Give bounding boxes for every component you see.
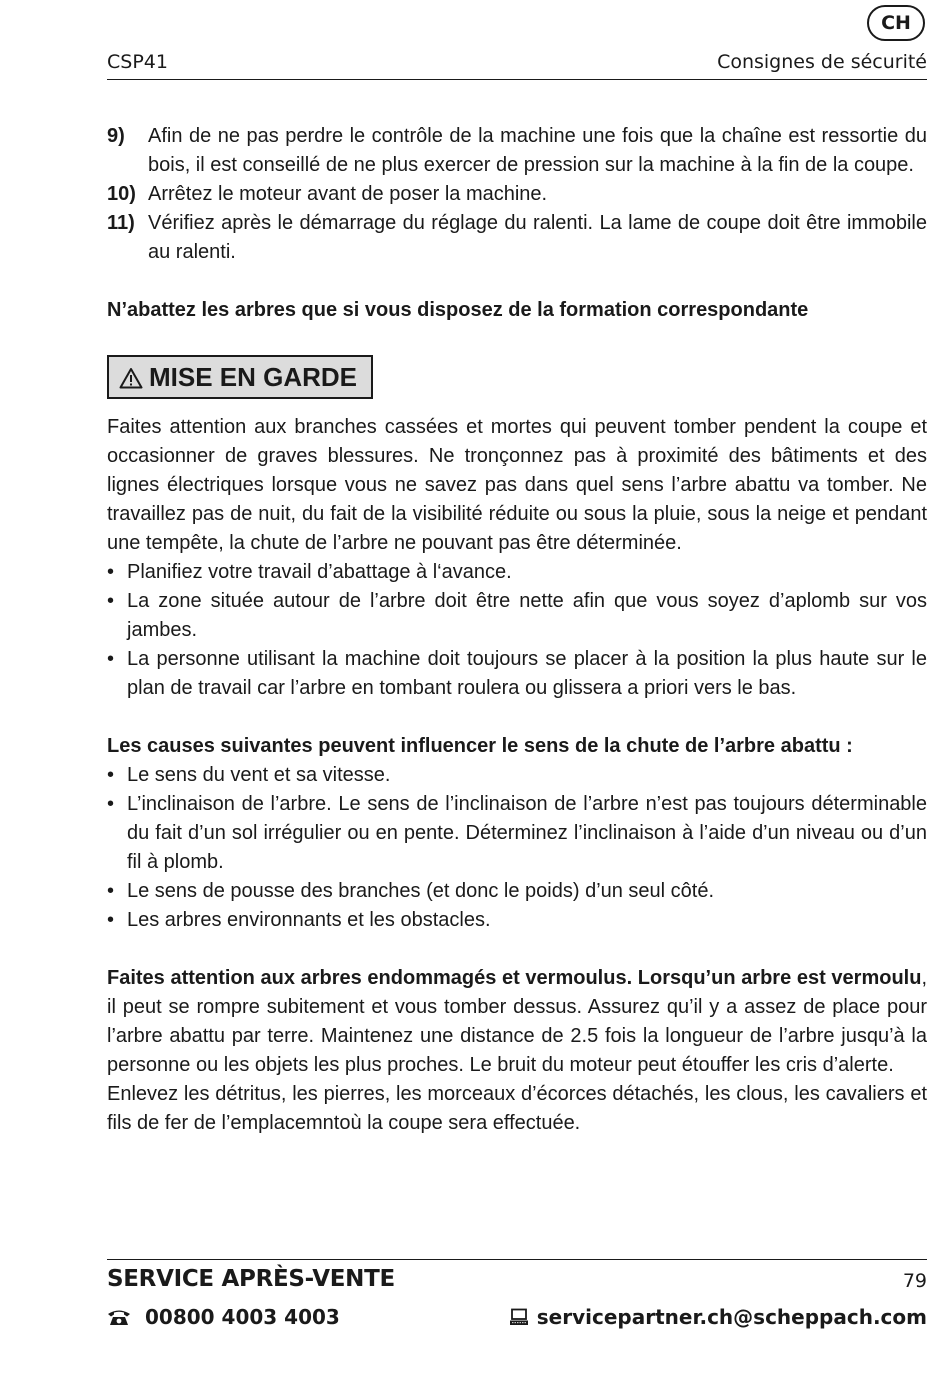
country-badge: CH <box>867 5 925 41</box>
list-item <box>107 645 927 703</box>
section-heading: N’abattez les arbres que si vous disposez de la formation correspondante <box>107 299 809 321</box>
list-item <box>107 761 927 790</box>
bold-lead-text: Faites attention aux arbres endommagés et vermoulus. Lorsqu’un arbre est vermoulu <box>107 967 922 989</box>
warning-label: MISE EN GARDE <box>149 362 358 392</box>
debris-paragraph: Enlevez les détritus, les pierres, les morceaux d’écorces détachés, les clous, les cavaliers et fils de fer de l’emplacemntoù la coupe sera effectuée. <box>107 1083 927 1134</box>
page-number: 79 <box>902 1270 927 1292</box>
footer-title: SERVICE APRÈS-VENTE <box>107 1266 395 1292</box>
numbered-item <box>107 122 927 180</box>
item-number: 10) <box>107 183 136 205</box>
bullet-dot: • <box>107 764 115 786</box>
list-item-text: Planifiez votre travail d’abattage à l‘avance. <box>127 561 512 583</box>
numbered-item <box>107 180 927 209</box>
section-heading: Les causes suivantes peuvent influencer le sens de la chute de l’arbre abattu : <box>107 735 853 757</box>
footer-email <box>509 1305 927 1329</box>
bullet-dot: • <box>107 648 115 670</box>
computer-icon <box>509 1308 529 1326</box>
item-text: Afin de ne pas perdre le contrôle de la machine une fois que la chaîne est ressortie du bois, il est conseillé de ne plus exercer de pression sur la machine à la fin de la coupe. <box>148 125 927 176</box>
damaged-trees-paragraph <box>107 964 927 1080</box>
phone-number: 00800 4003 4003 <box>145 1305 340 1329</box>
list-item <box>107 906 927 935</box>
list-item-text: Le sens de pousse des branches (et donc le poids) d’un seul côté. <box>127 880 715 902</box>
footer-divider <box>107 1259 927 1260</box>
item-number: 11) <box>107 212 135 234</box>
item-number: 9) <box>107 125 125 147</box>
list-item <box>107 790 927 877</box>
list-item-text: Le sens du vent et sa vitesse. <box>127 764 391 786</box>
bullet-dot: • <box>107 590 115 612</box>
list-item <box>107 558 927 587</box>
warning-triangle-icon <box>119 367 143 389</box>
header-section-title: Consignes de sécurité <box>717 51 927 73</box>
paragraph-text: , il peut se rompre subitement et vous tomber dessus. Assurez qu’il y a assez de place pour l’arbre abattu par terre. Maintenez une distance de 2.5 fois la longueur de l’arbre jusqu’à la personne ou les objets les plus proches. Le bruit du moteur peut étouffer les cris d’alerte. <box>107 967 927 1076</box>
numbered-item <box>107 209 927 267</box>
list-item-text: La personne utilisant la machine doit toujours se placer à la position la plus haute sur le plan de travail car l’arbre en tombant roulera ou glissera a priori vers le bas. <box>127 648 927 699</box>
bullet-dot: • <box>107 793 115 815</box>
list-item-text: Les arbres environnants et les obstacles. <box>127 909 491 931</box>
warning-paragraph: Faites attention aux branches cassées et mortes qui peuvent tomber pendent la coupe et occasionner de graves blessures. Ne tronçonnez pas à proximité des bâtiments et des lignes électriques lorsque vous ne savez pas dans quel sens l’arbre abattu va tomber. Ne travaillez pas de nuit, du fait de la visibilité réduite ou sous la pluie, sous la neige et pendant une tempête, la chute de l’arbre ne pouvant pas être déterminée. <box>107 416 927 554</box>
bullet-dot: • <box>107 561 115 583</box>
list-item-text: L’inclinaison de l’arbre. Le sens de l’inclinaison de l’arbre n’est pas toujours déterminable du fait d’un sol irrégulier ou en pente. Déterminez l’inclinaison à l’aide d’un niveau ou d’un fil à plomb. <box>127 793 927 873</box>
list-item <box>107 877 927 906</box>
warning-label-box <box>107 355 373 399</box>
telephone-icon <box>107 1308 131 1326</box>
page-content <box>107 122 927 1138</box>
header-model: CSP41 <box>107 51 168 73</box>
list-item-text: La zone située autour de l’arbre doit être nette afin que vous soyez d’aplomb sur vos jambes. <box>127 590 927 641</box>
footer-phone <box>107 1305 340 1329</box>
list-item <box>107 587 927 645</box>
email-address: servicepartner.ch@scheppach.com <box>536 1305 927 1329</box>
bullet-dot: • <box>107 909 115 931</box>
bullet-dot: • <box>107 880 115 902</box>
item-text: Vérifiez après le démarrage du réglage du ralenti. La lame de coupe doit être immobile au ralenti. <box>148 212 927 263</box>
header-divider <box>107 79 927 80</box>
item-text: Arrêtez le moteur avant de poser la machine. <box>148 183 548 205</box>
spacer <box>107 935 927 964</box>
